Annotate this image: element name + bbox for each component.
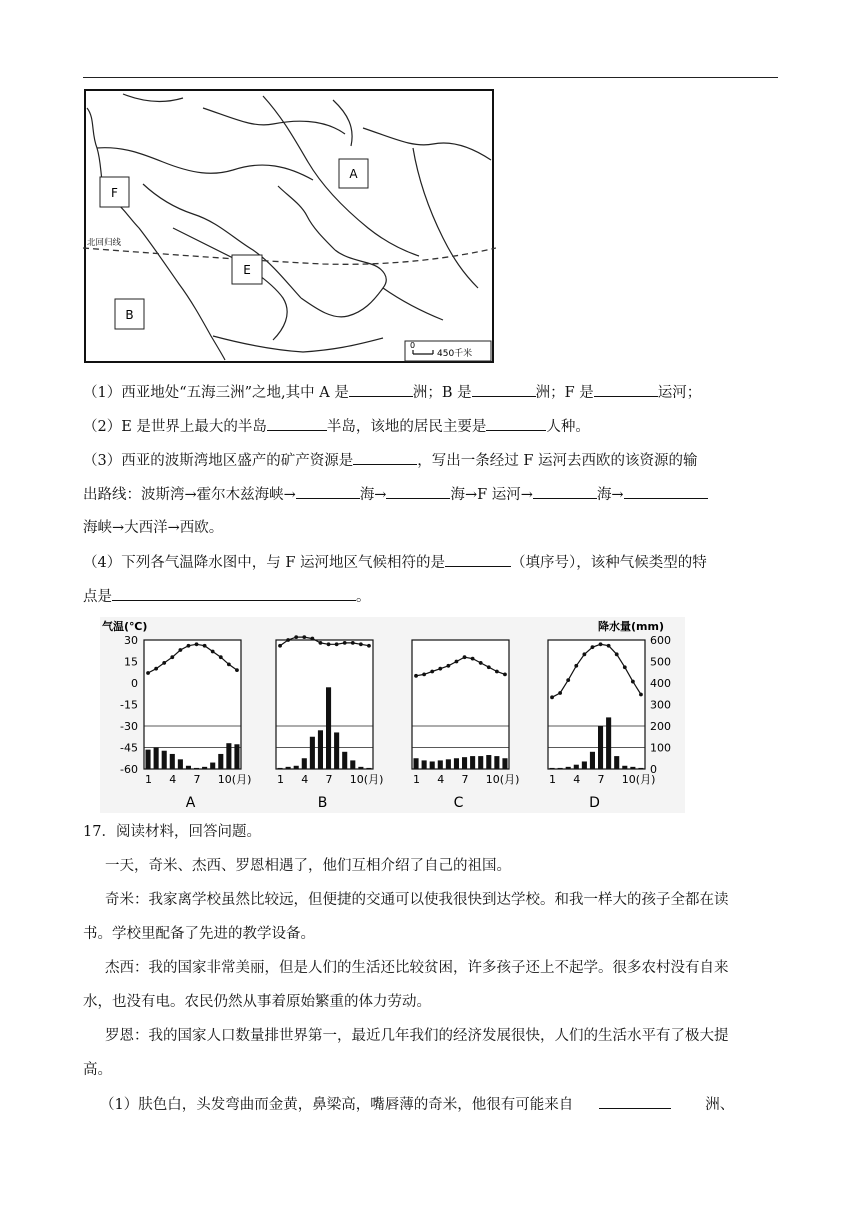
temp-point bbox=[487, 665, 491, 669]
precip-bar bbox=[318, 730, 323, 769]
precip-bar bbox=[202, 767, 207, 769]
west-asia-map bbox=[83, 88, 496, 366]
temp-point bbox=[146, 671, 150, 675]
precip-bar bbox=[310, 737, 315, 769]
precip-bar bbox=[462, 757, 467, 769]
blank-field[interactable] bbox=[624, 484, 708, 499]
month-tick-label: 10(月) bbox=[349, 773, 384, 786]
svg-text:450千米: 450千米 bbox=[437, 349, 473, 359]
temp-tick-label: -30 bbox=[120, 720, 138, 733]
precip-tick-label: 400 bbox=[650, 677, 671, 690]
temp-point bbox=[170, 655, 174, 659]
precip-bar bbox=[226, 743, 231, 769]
temp-point bbox=[302, 635, 306, 639]
temp-point bbox=[203, 644, 207, 648]
temp-point bbox=[607, 644, 611, 648]
temp-point bbox=[558, 691, 562, 695]
q1-1-line: （1）西亚地处“五海三洲”之地,其中 A 是 洲；B 是 洲；F 是 运河； bbox=[83, 382, 783, 403]
precip-bar bbox=[590, 752, 595, 769]
month-tick-label: 10(月) bbox=[217, 773, 252, 786]
precip-bar bbox=[186, 766, 191, 769]
month-tick-label: 7 bbox=[325, 773, 333, 786]
temp-point bbox=[219, 655, 223, 659]
temp-point bbox=[479, 661, 483, 665]
temp-point bbox=[550, 695, 554, 699]
month-tick-label: 1 bbox=[549, 773, 557, 786]
svg-text:F: F bbox=[111, 186, 118, 200]
precip-bar bbox=[574, 765, 579, 769]
q1-2-line: （2）E 是世界上最大的半岛 半岛，该地的居民主要是 人种。 bbox=[83, 416, 783, 437]
blank-field[interactable] bbox=[296, 484, 360, 499]
climate-charts bbox=[100, 617, 685, 813]
temp-point bbox=[566, 678, 570, 682]
month-tick-label: 4 bbox=[301, 773, 309, 786]
temp-point bbox=[211, 650, 215, 654]
month-tick-label: 10(月) bbox=[621, 773, 656, 786]
temp-point bbox=[278, 644, 282, 648]
precip-bar bbox=[494, 756, 499, 769]
map-label-E bbox=[232, 255, 262, 284]
q1-4-line: （4）下列各气温降水图中，与 F 运河地区气候相符的是 （填序号），该种气候类型的特 bbox=[83, 552, 783, 573]
precip-bar bbox=[630, 767, 635, 769]
month-tick-label: 7 bbox=[193, 773, 201, 786]
precip-bar bbox=[358, 767, 363, 769]
blank-field[interactable] bbox=[349, 382, 413, 397]
precip-bar bbox=[286, 767, 291, 769]
month-tick-label: 1 bbox=[145, 773, 153, 786]
q17-paragraph: 一天，奇米、杰西、罗恩相遇了，他们互相介绍了自己的祖国。 bbox=[105, 858, 511, 874]
precip-bar bbox=[566, 767, 571, 769]
precip-bar bbox=[366, 768, 371, 769]
precip-bar bbox=[614, 756, 619, 769]
blank-field[interactable] bbox=[353, 450, 417, 465]
svg-text:A: A bbox=[349, 167, 358, 181]
q17-question-1: （1）肤色白，头发弯曲而金黄，鼻梁高，嘴唇薄的奇米，他很有可能来自 洲、 bbox=[100, 1094, 800, 1115]
q1-4-line-2: 点是 。 bbox=[83, 586, 783, 607]
temp-point bbox=[187, 644, 191, 648]
temp-point bbox=[178, 648, 182, 652]
panel-frame bbox=[548, 640, 645, 769]
temp-axis-title: 气温(℃) bbox=[102, 620, 148, 633]
precip-bar bbox=[350, 760, 355, 769]
precip-bar bbox=[414, 758, 419, 769]
temp-point bbox=[430, 670, 434, 674]
panel-label: B bbox=[317, 795, 328, 811]
blank-field[interactable] bbox=[112, 586, 356, 601]
blank-field[interactable] bbox=[599, 1094, 671, 1109]
precip-bar bbox=[326, 687, 331, 769]
temp-point bbox=[414, 674, 418, 678]
temp-point bbox=[471, 657, 475, 661]
blank-field[interactable] bbox=[533, 484, 597, 499]
temp-point bbox=[227, 662, 231, 666]
temp-tick-label: -45 bbox=[120, 741, 138, 755]
blank-field[interactable] bbox=[445, 552, 511, 567]
temp-tick-label: 15 bbox=[124, 655, 138, 669]
precip-bar bbox=[430, 761, 435, 769]
temp-point bbox=[438, 667, 442, 671]
temp-point bbox=[446, 664, 450, 668]
map-scale-bar bbox=[405, 341, 491, 361]
panel-label: C bbox=[453, 795, 464, 811]
svg-text:E: E bbox=[243, 263, 251, 277]
precip-bar bbox=[486, 755, 491, 769]
temp-point bbox=[599, 642, 603, 646]
map-label-B bbox=[115, 299, 144, 329]
month-tick-label: 4 bbox=[573, 773, 581, 786]
temp-point bbox=[639, 693, 643, 697]
precip-bar bbox=[582, 761, 587, 769]
temp-point bbox=[294, 635, 298, 639]
temp-point bbox=[235, 668, 239, 672]
temp-point bbox=[310, 637, 314, 641]
precip-bar bbox=[178, 759, 183, 769]
month-tick-label: 4 bbox=[169, 773, 177, 786]
precip-bar bbox=[502, 758, 507, 769]
precip-tick-label: 300 bbox=[650, 698, 671, 712]
temp-tick-label: 0 bbox=[131, 677, 138, 690]
temp-point bbox=[286, 638, 290, 642]
temp-point bbox=[359, 642, 363, 646]
precip-bar bbox=[194, 768, 199, 769]
temp-point bbox=[154, 667, 158, 671]
temp-tick-label: -60 bbox=[120, 763, 138, 776]
tropic-label: 北回归线 bbox=[87, 238, 122, 248]
month-tick-label: 1 bbox=[277, 773, 285, 786]
temp-point bbox=[195, 642, 199, 646]
month-tick-label: 1 bbox=[413, 773, 421, 786]
month-tick-label: 10(月) bbox=[485, 773, 520, 786]
temp-point bbox=[631, 680, 635, 684]
temp-point bbox=[574, 664, 578, 668]
precip-bar bbox=[446, 759, 451, 769]
month-tick-label: 7 bbox=[461, 773, 469, 786]
temp-point bbox=[463, 655, 467, 659]
temp-point bbox=[327, 642, 331, 646]
precip-bar bbox=[558, 768, 563, 769]
precip-bar bbox=[478, 756, 483, 769]
temp-point bbox=[591, 645, 595, 649]
precip-tick-label: 600 bbox=[650, 634, 671, 647]
precip-bar bbox=[170, 754, 175, 769]
precip-bar bbox=[454, 758, 459, 769]
precip-bar bbox=[606, 717, 611, 769]
svg-text:0: 0 bbox=[410, 341, 416, 350]
q17-paragraph: 奇米：我家离学校虽然比较远，但便捷的交通可以使我很快到达学校。和我一样大的孩子全都在读 bbox=[105, 892, 729, 908]
q1-3-line: （3）西亚的波斯湾地区盛产的矿产资源是 ，写出一条经过 F 运河去西欧的该资源的输 bbox=[83, 450, 783, 471]
blank-field[interactable] bbox=[486, 416, 546, 431]
temp-point bbox=[615, 652, 619, 656]
precip-bar bbox=[234, 744, 239, 769]
temp-point bbox=[495, 670, 499, 674]
q17-paragraph: 书。学校里配备了先进的教学设备。 bbox=[83, 926, 315, 942]
blank-field[interactable] bbox=[386, 484, 450, 499]
precip-tick-label: 500 bbox=[650, 655, 671, 669]
precip-axis-title: 降水量(mm) bbox=[598, 620, 664, 633]
panel-label: A bbox=[185, 795, 196, 811]
precip-bar bbox=[294, 766, 299, 769]
precip-bar bbox=[550, 768, 555, 769]
temp-point bbox=[623, 665, 627, 669]
precip-bar bbox=[334, 732, 339, 769]
temp-point bbox=[319, 641, 323, 645]
precip-bar bbox=[622, 766, 627, 769]
q17-heading: 17．阅读材料，回答问题。 bbox=[83, 824, 261, 840]
precip-bar bbox=[146, 750, 151, 769]
panel-frame bbox=[276, 640, 373, 769]
temp-point bbox=[455, 660, 459, 664]
q17-paragraph: 杰西：我的国家非常美丽，但是人们的生活还比较贫困，许多孩子还上不起学。很多农村没有自来 bbox=[105, 960, 729, 976]
temp-tick-label: 30 bbox=[124, 634, 138, 647]
month-tick-label: 4 bbox=[437, 773, 445, 786]
precip-bar bbox=[162, 751, 167, 769]
blank-field[interactable] bbox=[594, 382, 658, 397]
precip-tick-label: 0 bbox=[650, 763, 657, 776]
svg-text:B: B bbox=[125, 308, 134, 322]
temp-point bbox=[582, 652, 586, 656]
blank-field[interactable] bbox=[267, 416, 327, 431]
precip-bar bbox=[154, 748, 159, 770]
q17-paragraph: 高。 bbox=[83, 1062, 112, 1078]
precip-tick-label: 100 bbox=[650, 741, 671, 755]
precip-bar bbox=[598, 726, 603, 769]
precip-bar bbox=[302, 758, 307, 769]
temp-point bbox=[503, 673, 507, 677]
precip-bar bbox=[210, 763, 215, 769]
precip-bar bbox=[342, 752, 347, 769]
top-rule bbox=[83, 77, 778, 78]
blank-field[interactable] bbox=[472, 382, 536, 397]
temp-point bbox=[422, 673, 426, 677]
precip-bar bbox=[438, 760, 443, 769]
temp-tick-label: -15 bbox=[120, 698, 138, 712]
precip-bar bbox=[422, 760, 427, 769]
precip-bar bbox=[278, 768, 283, 769]
temp-point bbox=[162, 661, 166, 665]
q17-paragraph: 水，也没有电。农民仍然从事着原始繁重的体力劳动。 bbox=[83, 994, 431, 1010]
precip-bar bbox=[638, 768, 643, 769]
map-label-F bbox=[100, 177, 129, 207]
map-label-A bbox=[339, 159, 368, 188]
month-tick-label: 7 bbox=[597, 773, 605, 786]
panel-label: D bbox=[589, 795, 600, 811]
q1-3-route-end: 海峡→大西洋→西欧。 bbox=[83, 520, 224, 536]
precip-bar bbox=[470, 756, 475, 769]
temp-point bbox=[351, 641, 355, 645]
temp-point bbox=[343, 641, 347, 645]
precip-tick-label: 200 bbox=[650, 720, 671, 733]
precip-bar bbox=[218, 754, 223, 769]
q1-3-route-line: 出路线：波斯湾→霍尔木兹海峡→ 海→ 海→F 运河→ 海→ bbox=[83, 484, 783, 505]
temp-point bbox=[335, 642, 339, 646]
q17-paragraph: 罗恩：我的国家人口数量排世界第一，最近几年我们的经济发展很快，人们的生活水平有了极大提 bbox=[105, 1028, 729, 1044]
temp-point bbox=[367, 644, 371, 648]
